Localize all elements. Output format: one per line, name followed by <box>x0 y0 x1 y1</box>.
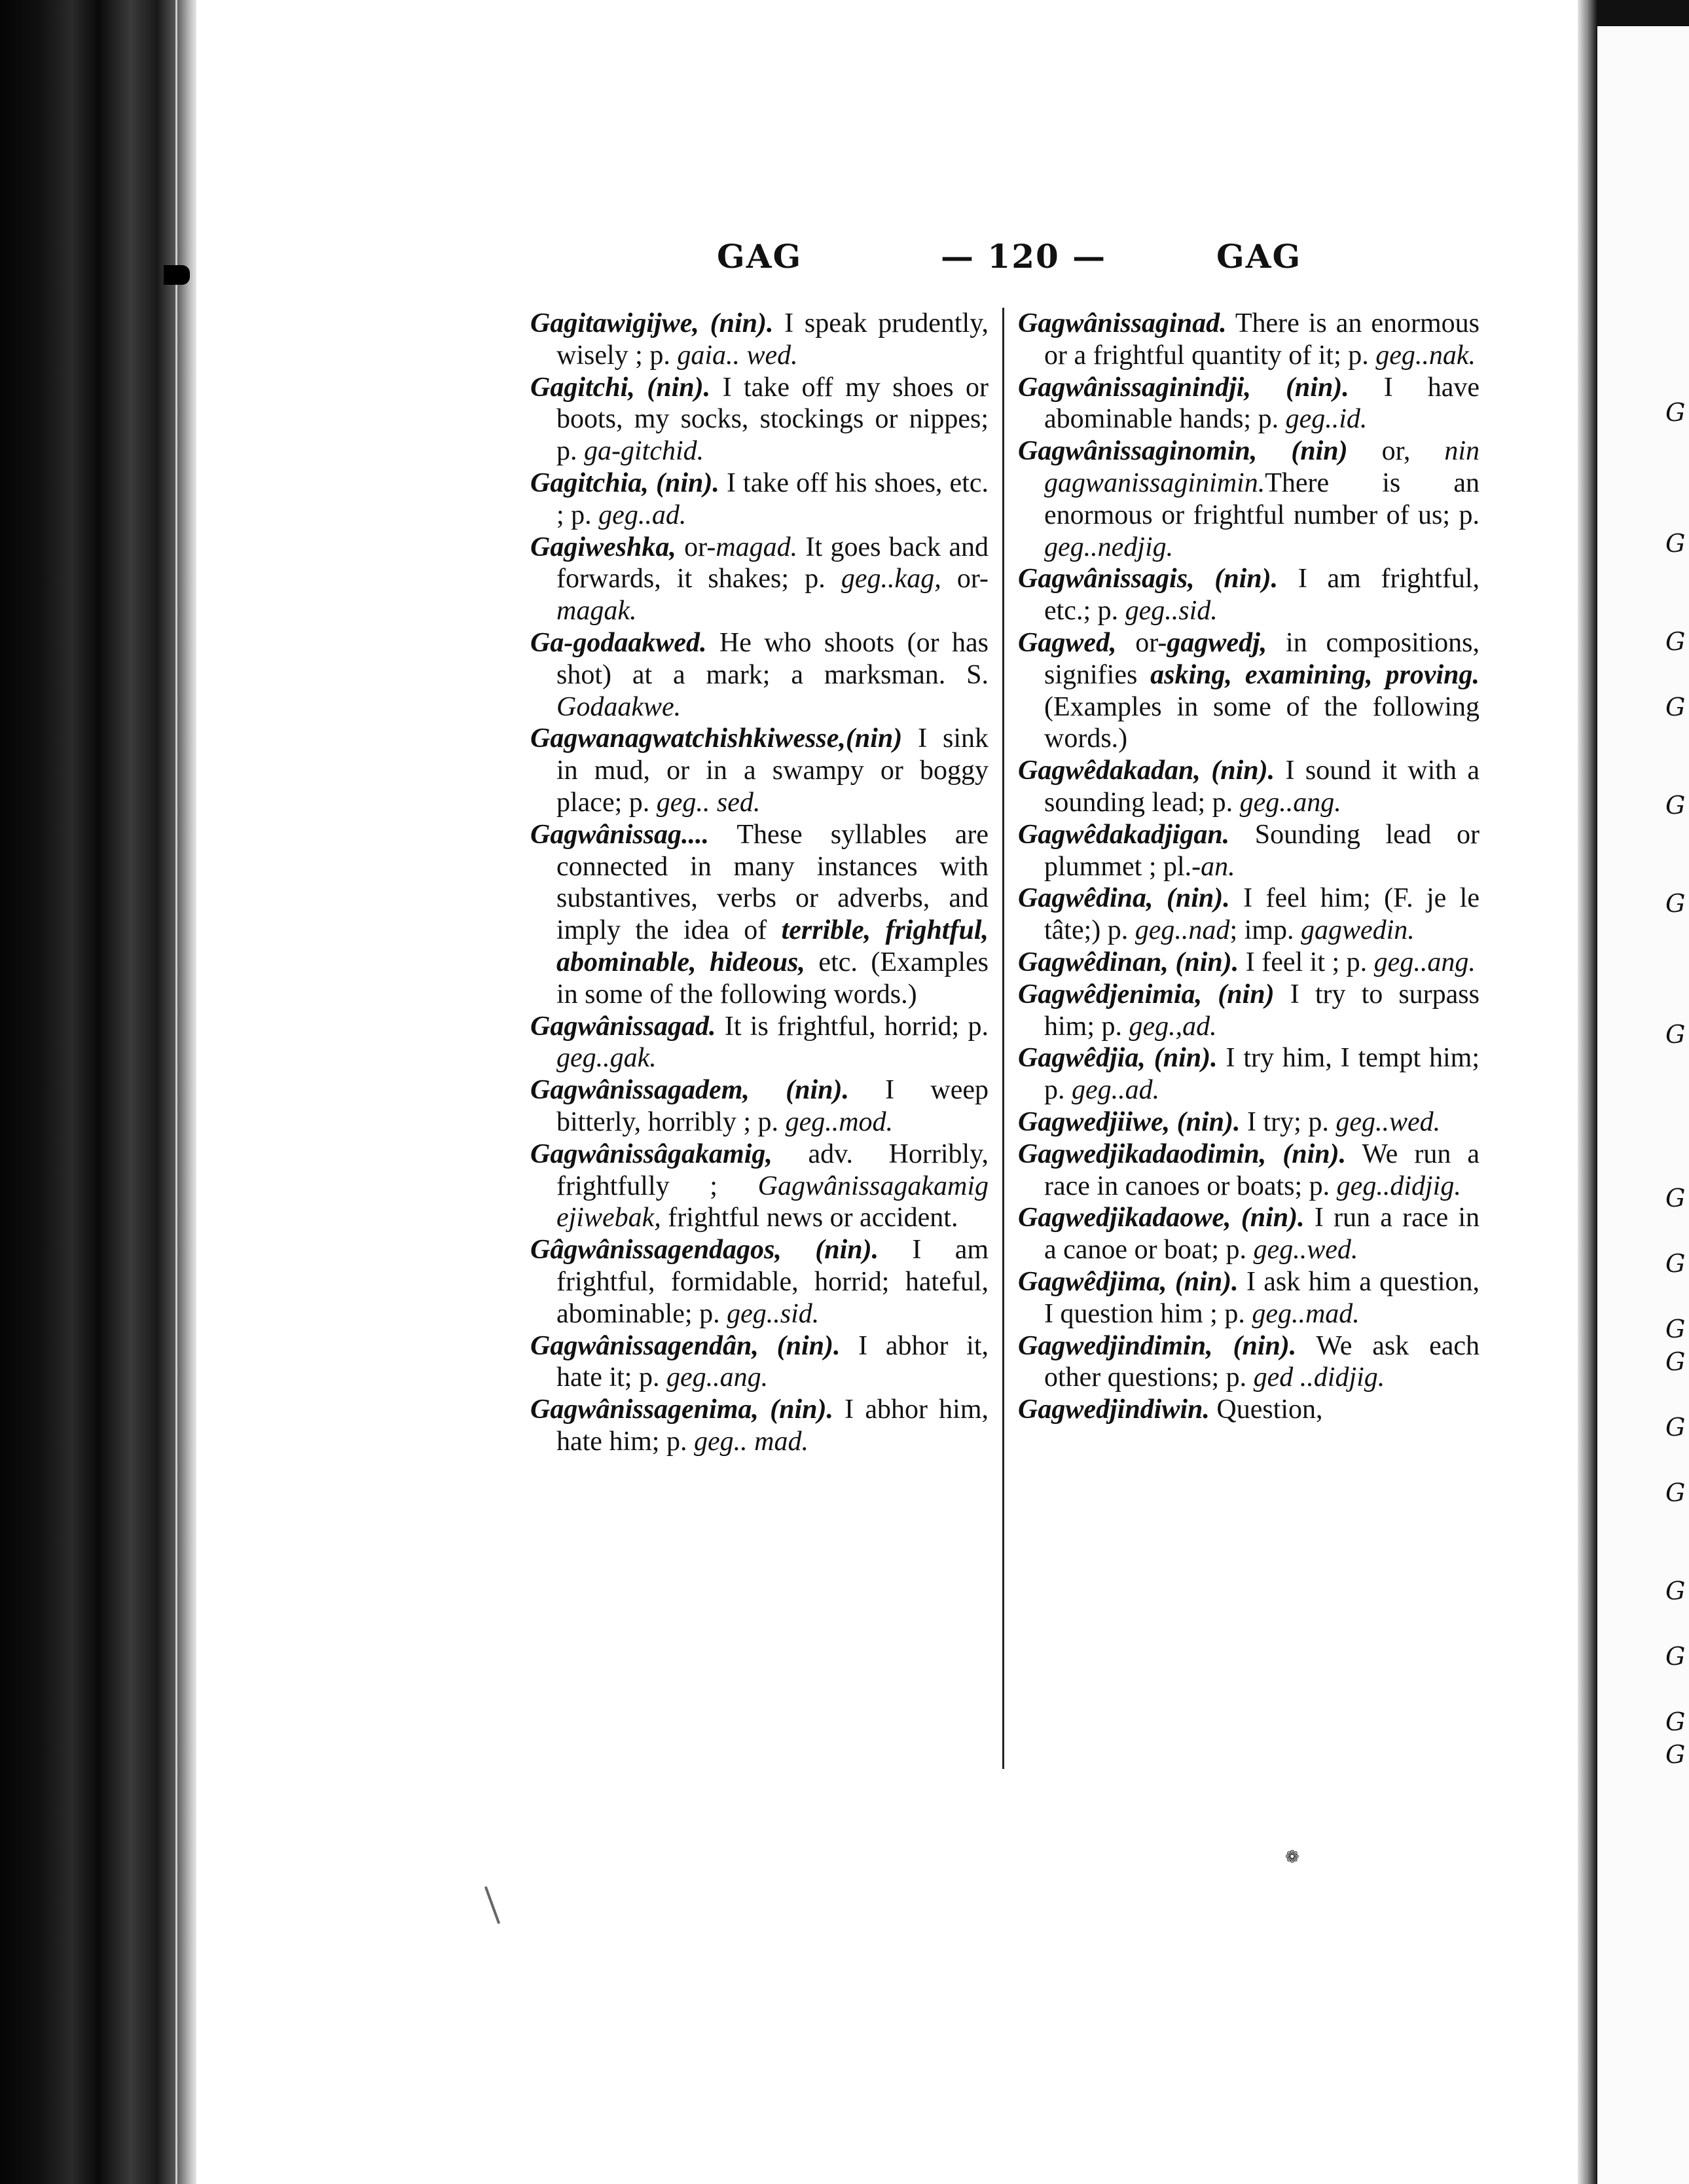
headword: Gagwêdakadan, <box>1018 755 1201 786</box>
dictionary-entry <box>530 1234 989 1330</box>
grammar-note: (nin) <box>845 723 903 754</box>
imperative-form: gagwedin. <box>1300 915 1415 946</box>
book-spine <box>0 0 196 2184</box>
dictionary-entry <box>1018 819 1480 883</box>
headword: Gagwânissag.... <box>530 819 710 850</box>
running-head-left: GAG <box>717 237 803 276</box>
inflection: geg..ad. <box>1072 1075 1160 1106</box>
definition: It goes back and forwards, it shakes; p. <box>556 532 989 594</box>
inflection: geg..ad. <box>598 500 687 530</box>
inflection: geg..sid. <box>1125 596 1218 627</box>
dictionary-entry <box>530 1394 989 1458</box>
page-fold-shadow <box>1578 0 1597 2184</box>
dictionary-entry <box>1018 947 1480 979</box>
definition: I abhor it, hate it; p. <box>556 1330 989 1393</box>
headword: Gagwêdjia, <box>1018 1043 1146 1074</box>
headword: Gagwânissagadem, <box>530 1075 750 1106</box>
headword: Gagwêdjima, <box>1018 1266 1167 1297</box>
grammar-note: (nin). <box>1211 755 1275 786</box>
grammar-note: (nin). <box>786 1075 849 1106</box>
definition: I ask him a question, I question him ; p. <box>1044 1266 1480 1329</box>
inflection: magak. <box>556 596 637 627</box>
margin-fragment: G <box>1665 1740 1686 1769</box>
headword: Gagwedjikadaodimin, <box>1018 1138 1267 1169</box>
headword: Gagitchi, <box>530 372 635 403</box>
grammar-note: (nin). <box>647 372 711 403</box>
dictionary-entry <box>1018 1394 1480 1426</box>
dictionary-entry <box>530 1074 989 1138</box>
margin-fragment: G <box>1665 693 1686 721</box>
definition: Sounding lead or plummet ; pl.- <box>1044 819 1480 882</box>
definition: There is an enormous or frightful number of us; p. <box>1044 467 1480 530</box>
dictionary-entry <box>1018 1106 1480 1138</box>
definition: I sink in mud, or in a swampy or boggy place; p. <box>556 723 989 818</box>
margin-fragment: G <box>1665 1315 1686 1343</box>
inflection: ged ..didjig. <box>1253 1362 1385 1393</box>
margin-fragment: G <box>1665 398 1686 427</box>
inflection: geg..id. <box>1285 404 1368 435</box>
headword: Gâgwânissagendagos, <box>530 1235 782 1265</box>
headword: Gagwânissagis, <box>1018 564 1195 594</box>
dictionary-entry <box>1018 883 1480 947</box>
emphasis: terrible, frightful, abominable, hideous, <box>556 915 989 977</box>
inflection: gaia.. wed. <box>677 340 798 371</box>
inflection: geg..nedjig. <box>1044 532 1174 562</box>
dictionary-entry <box>530 1138 989 1234</box>
definition: It is frightful, horrid; p. <box>716 1011 989 1042</box>
next-page-fragment <box>1597 26 1689 2184</box>
dictionary-entry <box>530 308 989 372</box>
definition: I am frightful, etc.; p. <box>1044 564 1480 627</box>
definition: He who shoots (or has shot) at a mark; a marksman. S. <box>556 627 989 690</box>
inflection: geg..didjig. <box>1336 1171 1461 1201</box>
headword: Ga-godaakwed. <box>530 627 707 658</box>
headword: Gagwânissâgakamig, <box>530 1138 772 1169</box>
variant-text: or, <box>1347 436 1445 467</box>
right-column <box>1018 308 1480 1426</box>
dictionary-entry <box>1018 627 1480 755</box>
margin-fragment: G <box>1665 1707 1686 1736</box>
dictionary-entry <box>1018 563 1480 627</box>
definition: I sound it with a sounding lead; p. <box>1044 755 1480 818</box>
definition: I feel him; (F. je le tâte;) p. <box>1044 883 1480 946</box>
grammar-note: (nin). <box>1241 1203 1305 1233</box>
dictionary-entry <box>1018 1330 1480 1394</box>
definition-continued: (Examples in some of the following words.) <box>1044 691 1480 754</box>
headword: Gagwânissagenima, <box>530 1394 759 1425</box>
dictionary-entry <box>530 372 989 467</box>
inflection: geg..mad. <box>1252 1298 1360 1329</box>
headword: Gagwânissagad. <box>530 1011 716 1042</box>
spine-tab-mark <box>164 265 190 285</box>
headword: Gagwedjikadaowe, <box>1018 1203 1231 1233</box>
definition: I feel it ; p. <box>1239 947 1374 977</box>
dictionary-entry <box>1018 755 1480 819</box>
variant: nin gagwanissaginimin. <box>1044 436 1480 498</box>
headword: Gagwânissaginad. <box>1018 308 1227 338</box>
definition: I am frightful, formidable, horrid; hateful, abominable; p. <box>556 1235 989 1329</box>
headword: Gagwanagwatchishkiwesse, <box>530 723 846 754</box>
definition: I try; p. <box>1240 1106 1336 1137</box>
definition: There is an enormous or a frightful quantity of it; p. <box>1044 308 1480 371</box>
emphasis: asking, examining, proving. <box>1150 659 1480 690</box>
definition: I take off my shoes or boots, my socks, stockings or nippes; p. <box>556 372 989 467</box>
dictionary-entry <box>1018 1266 1480 1330</box>
inflection: geg..gak. <box>556 1043 657 1074</box>
definition: Question, <box>1209 1394 1323 1425</box>
definition: I run a race in a canoe or boat; p. <box>1044 1203 1480 1265</box>
margin-fragment: G <box>1665 1249 1686 1278</box>
running-head-right: GAG <box>1216 237 1302 276</box>
grammar-note: (nin). <box>770 1394 833 1425</box>
grammar-note: (nin). <box>1285 372 1349 403</box>
variant: magad. <box>716 532 798 562</box>
printers-ornament: ❁ <box>1285 1847 1299 1867</box>
inflection: geg..wed. <box>1335 1106 1441 1137</box>
dictionary-entry <box>1018 1202 1480 1266</box>
definition-continued: frightful news or accident. <box>661 1203 958 1233</box>
spine-edge-line <box>175 0 177 2184</box>
definition: I have abominable hands; p. <box>1044 372 1480 435</box>
grammar-note: (nin) <box>1218 979 1275 1010</box>
definition-continued: or- <box>941 564 989 594</box>
inflection: geg..kag, <box>841 564 941 594</box>
grammar-note: (nin). <box>655 467 719 498</box>
margin-fragment: G <box>1665 1642 1686 1671</box>
dictionary-entry <box>530 1011 989 1075</box>
margin-fragment: G <box>1665 889 1686 918</box>
margin-fragment: G <box>1665 791 1686 820</box>
grammar-note: (nin). <box>1166 883 1230 914</box>
variant-text: or- <box>676 532 716 562</box>
headword: Gagitchia, <box>530 467 649 498</box>
headword: Gagitawigijwe, <box>530 308 699 338</box>
inflection: ga-gitchid. <box>584 436 704 467</box>
grammar-note: (nin). <box>1176 1106 1241 1137</box>
page-number: — 120 — <box>941 237 1107 276</box>
variant-text: or- <box>1116 627 1167 658</box>
definition-continued: ; imp. <box>1229 915 1301 946</box>
dictionary-entry <box>530 532 989 627</box>
dictionary-entry <box>1018 308 1480 372</box>
grammar-note: (nin). <box>1153 1043 1218 1074</box>
column-divider <box>1002 308 1004 1769</box>
dictionary-entry <box>1018 435 1480 563</box>
dictionary-entry <box>1018 1138 1480 1203</box>
inflection: geg..ang. <box>1239 787 1341 818</box>
dictionary-entry <box>1018 372 1480 436</box>
dictionary-entry <box>530 723 989 818</box>
definition: I speak prudently, wisely ; p. <box>556 308 989 371</box>
grammar-note: (nin). <box>1233 1330 1297 1361</box>
definition: We ask each other questions; p. <box>1044 1330 1480 1393</box>
definition: in compositions, signifies <box>1044 627 1480 690</box>
dictionary-entry <box>1018 1042 1480 1106</box>
grammar-note: (nin). <box>815 1235 879 1265</box>
inflection: geg..nad <box>1135 915 1230 946</box>
inflection: geg..mod. <box>785 1106 894 1137</box>
definition: I try him, I tempt him; p. <box>1044 1043 1480 1106</box>
definition-continued: etc. (Examples in some of the following words.) <box>556 947 989 1010</box>
example-phrase: Gagwânissagakamig ejiwebak, <box>556 1171 989 1233</box>
grammar-note: (nin). <box>1175 947 1239 977</box>
headword: Gagiweshka, <box>530 532 676 562</box>
headword: Gagwedjindimin, <box>1018 1330 1213 1361</box>
dictionary-entry <box>530 1330 989 1394</box>
headword: Gagwêdinan, <box>1018 947 1169 977</box>
definition: These syllables are connected in many instances with substantives, verbs or adverbs, and imply the idea of <box>556 819 989 946</box>
headword: Gagwêdina, <box>1018 883 1153 914</box>
inflection: geg..ang. <box>1373 947 1476 977</box>
headword: Gagwedjiiwe, <box>1018 1106 1171 1137</box>
margin-fragment: G <box>1665 1576 1686 1605</box>
next-page-gutter <box>1597 0 1689 26</box>
left-column <box>530 308 989 1458</box>
margin-fragment: G <box>1665 1478 1686 1507</box>
grammar-note: (nin). <box>710 308 774 338</box>
headword: Gagwêdakadjigan. <box>1018 819 1230 850</box>
inflection: geg..ang. <box>666 1362 769 1393</box>
inflection: geg.. mad. <box>693 1426 808 1457</box>
headword: Gagwed, <box>1018 627 1117 658</box>
margin-fragment: G <box>1665 1184 1686 1212</box>
margin-fragment: G <box>1665 1020 1686 1049</box>
grammar-note: (nin). <box>776 1330 841 1361</box>
inflection: geg..nak. <box>1375 340 1476 371</box>
dictionary-entry <box>530 627 989 723</box>
headword: Gagwânissaginomin, <box>1018 436 1258 467</box>
inflection: geg..sid. <box>727 1298 820 1329</box>
variant: gagwedj, <box>1167 627 1267 658</box>
grammar-note: (nin) <box>1291 436 1348 467</box>
grammar-note: (nin). <box>1214 564 1279 594</box>
inflection: geg.,ad. <box>1129 1011 1217 1042</box>
margin-fragment: G <box>1665 627 1686 656</box>
margin-fragment: G <box>1665 529 1686 558</box>
dictionary-entry <box>530 467 989 532</box>
definition: We run a race in canoes or boats; p. <box>1044 1138 1480 1201</box>
inflection: an. <box>1201 851 1235 882</box>
margin-fragment: G <box>1665 1347 1686 1376</box>
headword: Gagwânissaginindji, <box>1018 372 1251 403</box>
definition: adv. Horribly, frightfully ; <box>556 1138 989 1201</box>
inflection: geg.. sed. <box>656 787 761 818</box>
definition: I try to surpass him; p. <box>1044 979 1480 1042</box>
definition: I abhor him, hate him; p. <box>556 1394 989 1457</box>
dictionary-entry <box>1018 979 1480 1043</box>
grammar-note: (nin). <box>1282 1138 1347 1169</box>
definition: I take off his shoes, etc. ; p. <box>556 467 989 530</box>
grammar-note: (nin). <box>1174 1266 1239 1297</box>
headword: Gagwedjindiwin. <box>1018 1394 1210 1425</box>
headword: Gagwânissagendân, <box>530 1330 759 1361</box>
cross-reference: Godaakwe. <box>556 691 681 722</box>
dictionary-entry <box>530 819 989 1011</box>
definition: I weep bitterly, horribly ; p. <box>556 1075 989 1137</box>
inflection: geg..wed. <box>1253 1235 1358 1265</box>
margin-fragment: G <box>1665 1413 1686 1442</box>
headword: Gagwêdjenimia, <box>1018 979 1203 1010</box>
